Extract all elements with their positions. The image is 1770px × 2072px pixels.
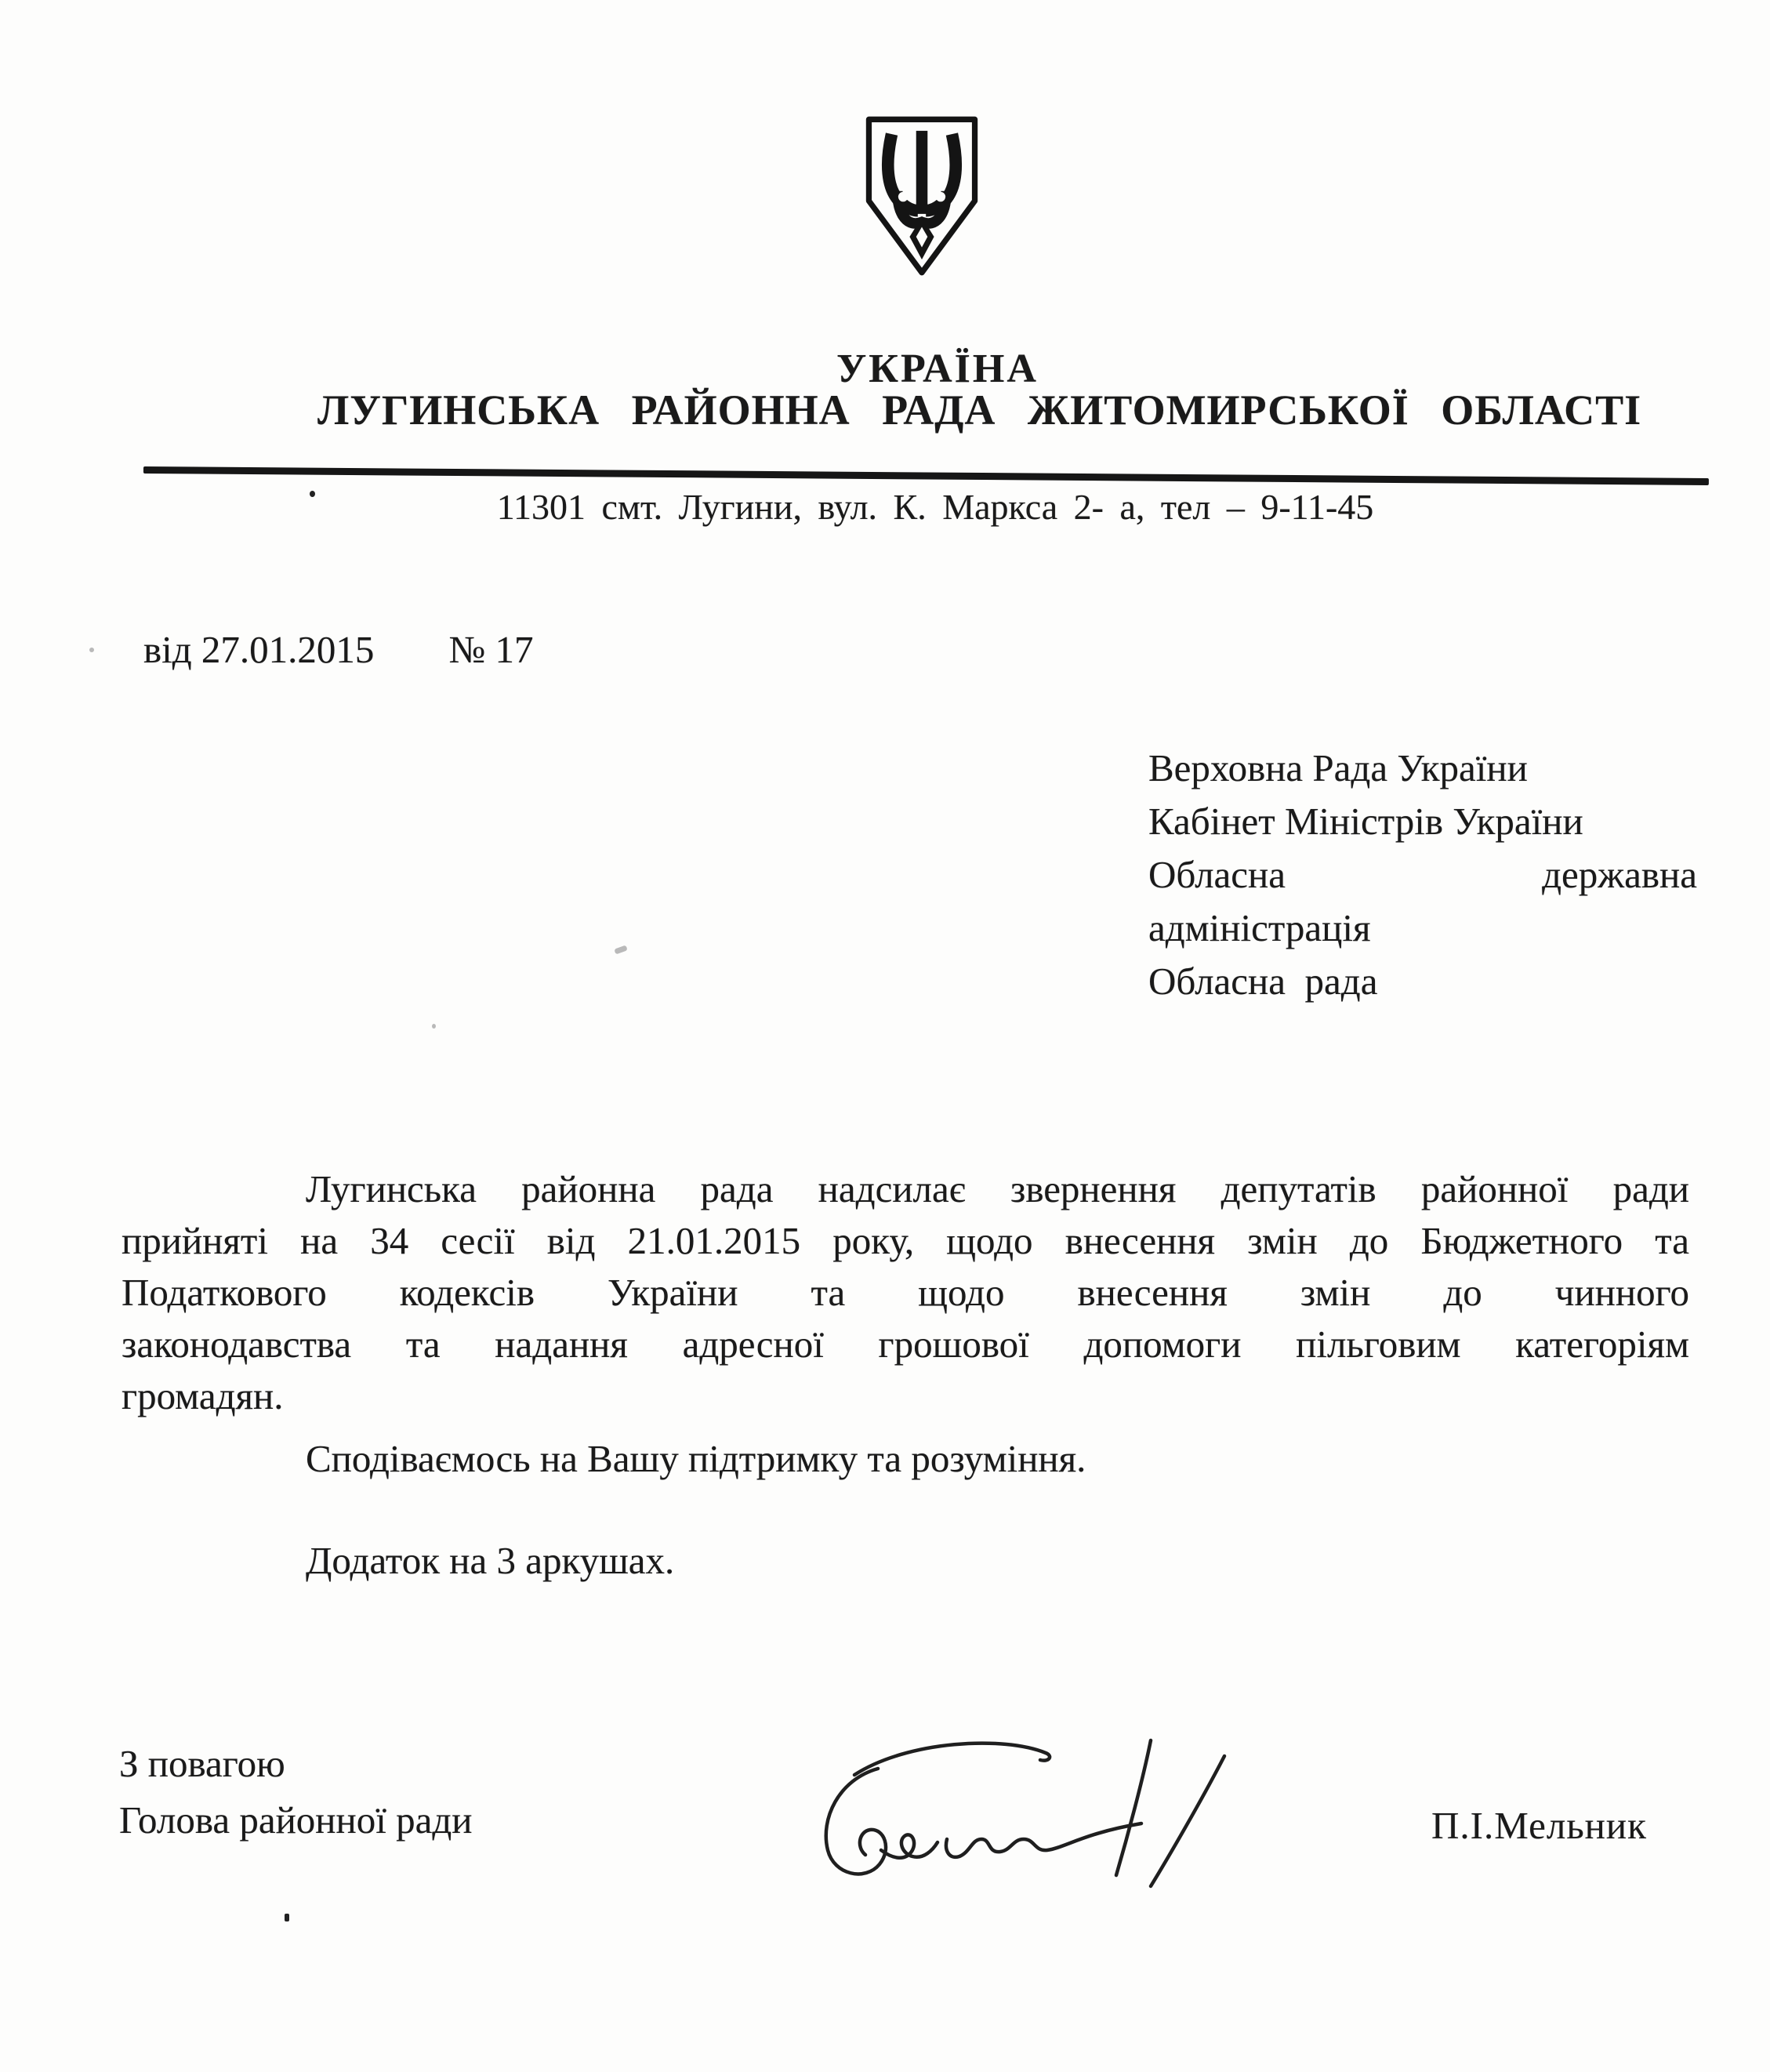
header-country-name: УКРАЇНА (836, 347, 1039, 391)
signoff-closing: З повагою (119, 1742, 285, 1785)
reference-date: від 27.01.2015 (143, 628, 375, 671)
scan-speck (89, 648, 94, 652)
reference-number: № 17 (448, 628, 534, 671)
header-divider-rule (143, 466, 1709, 485)
recipient-word-oblasna: Обласна (1148, 853, 1286, 896)
recipient-word-derzhavna: державна (1542, 853, 1697, 896)
signoff-block (119, 1736, 473, 1849)
scan-speck (432, 1024, 436, 1029)
scan-speck (285, 1914, 289, 1921)
letter-body (122, 1163, 1689, 1422)
scan-speck (614, 945, 627, 954)
signer-name: П.І.Мельник (1431, 1804, 1647, 1847)
scan-speck (310, 491, 315, 497)
body-line-4: законодавства та надання адресної грошової допомоги пільговим категоріям (122, 1323, 1689, 1366)
handwritten-signature-icon (806, 1729, 1235, 1902)
reference-line (143, 627, 533, 672)
signoff-title: Голова районної ради (119, 1798, 473, 1842)
body-line-2: прийняті на 34 сесії від 21.01.2015 року, щодо внесення змін до Бюджетного та (122, 1219, 1689, 1262)
recipients-block (1148, 742, 1697, 1008)
recipient-oblast-rada: Обласна рада (1148, 960, 1378, 1003)
header-organization-name: ЛУГИНСЬКА РАЙОННА РАДА ЖИТОМИРСЬКОЇ ОБЛАСТІ (317, 386, 1642, 434)
recipient-oblast-administration-line1 (1148, 848, 1697, 902)
attachment-note: Додаток на 3 аркушах. (306, 1539, 675, 1582)
recipient-cabinet-ministers: Кабінет Міністрів України (1148, 800, 1583, 843)
recipient-verkhovna-rada: Верховна Рада України (1148, 746, 1528, 789)
header-address-line: 11301 смт. Лугини, вул. К. Маркса 2- а, тел – 9-11-45 (496, 487, 1374, 527)
recipient-oblast-administration-line2: адміністрація (1148, 906, 1371, 949)
body-line-1: Лугинська районна рада надсилає звернення депутатів районної ради (306, 1167, 1689, 1210)
ukraine-trident-coat-of-arms-icon (861, 113, 983, 279)
body-line-5: громадян. (122, 1374, 284, 1417)
body-support-sentence: Сподіваємось на Вашу підтримку та розуміння. (306, 1437, 1086, 1480)
body-line-3: Податкового кодексів України та щодо внесення змін до чинного (122, 1271, 1689, 1314)
